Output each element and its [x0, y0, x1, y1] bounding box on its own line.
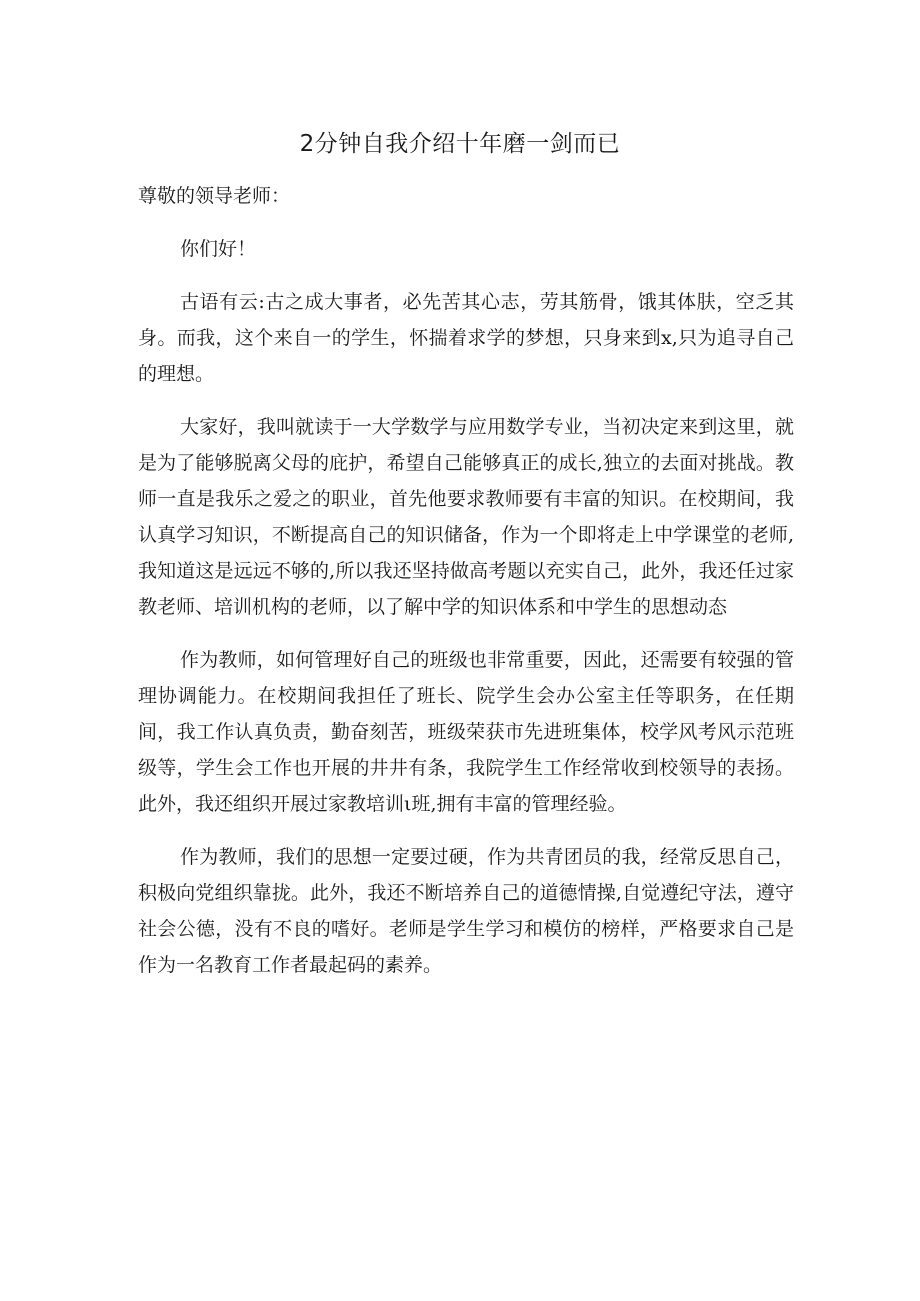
paragraph-management: 作为教师，如何管理好自己的班级也非常重要，因此，还需要有较强的管理协调能力。在校期间我担任了班长、院学生会办公室主任等职务，在任期间，我工作认真负责，勤奋刻苦，班级荣获市先进班集体，校学风考风示范班级等，学生会工作也开展的井井有条，我院学生工作经常收到校领导的表扬。此外，我还组织开展过家教培训ι班,拥有丰富的管理经验。	[138, 649, 794, 815]
salutation: 尊敬的领导老师：	[138, 185, 291, 207]
document-body	[138, 178, 794, 1000]
paragraph-quote: 古语有云:古之成大事者，必先苦其心志，劳其筋骨，饿其体肤，空乏其身。而我，这个来自一的学生，怀揣着求学的梦想，只身来到x,只为追寻自己的理想。	[138, 291, 794, 385]
paragraph-greeting: 你们好！	[180, 238, 257, 260]
document-title: 2分钟自我介绍十年磨一剑而已	[299, 131, 621, 157]
paragraph-background: 大家好，我叫就读于一大学数学与应用数学专业，当初决定来到这里，就是为了能够脱离父母的庇护，希望自己能够真正的成长,独立的去面对挑战。教师一直是我乐之爱之的职业，首先他要求教师要有丰富的知识。在校期间，我认真学习知识，不断提高自己的知识储备，作为一个即将走上中学课堂的老师,我知道这是远远不够的,所以我还坚持做高考题以充实自己，此外，我还任过家教老师、培训机构的老师，以了解中学的知识体系和中学生的思想动态	[138, 416, 794, 618]
paragraph-ethics: 作为教师，我们的思想一定要过硬，作为共青团员的我，经常反思自己，积极向党组织靠拢。此外，我还不断培养自己的道德情操,自觉遵纪守法，遵守社会公德，没有不良的嗜好。老师是学生学习和模仿的榜样，严格要求自己是作为一名教育工作者最起码的素养。	[138, 846, 794, 976]
